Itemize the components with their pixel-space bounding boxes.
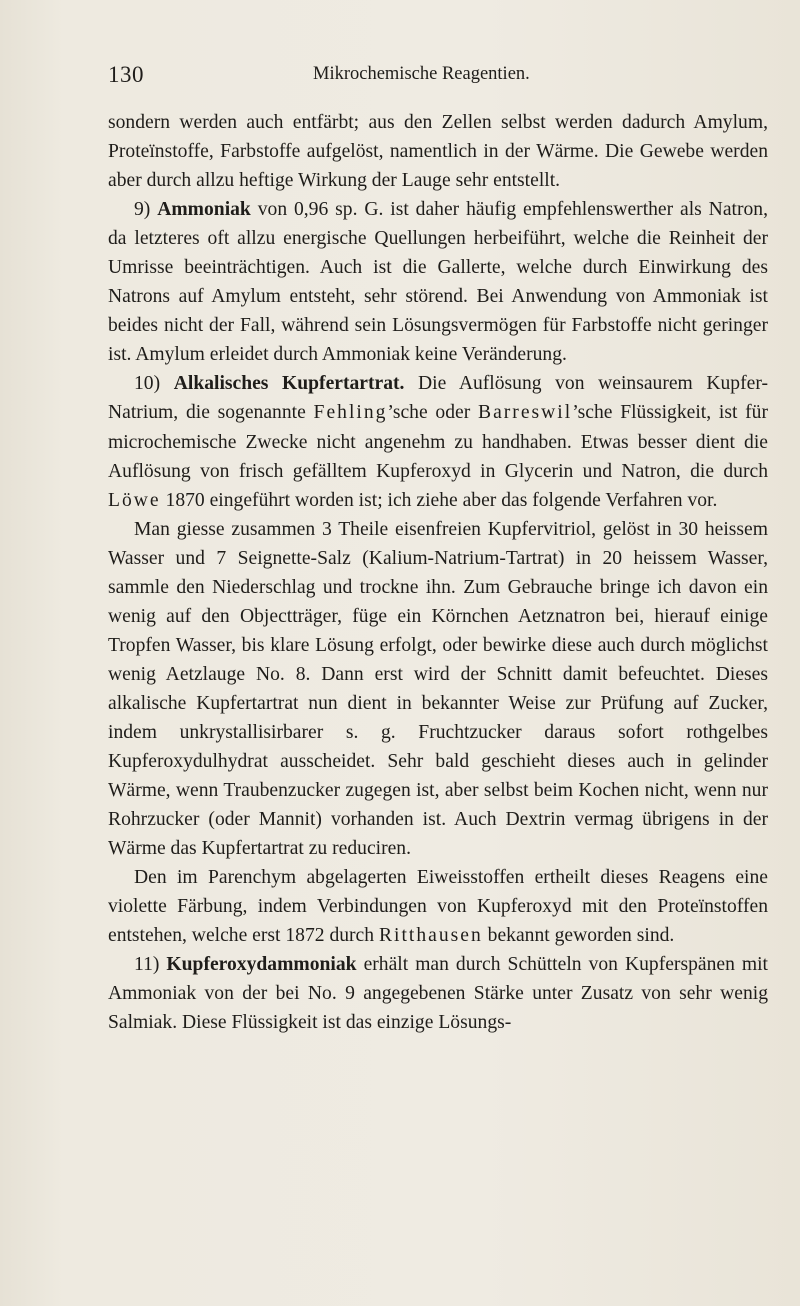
body-text	[108, 108, 768, 1038]
person-name: Ritthausen	[378, 925, 483, 947]
text-run: 1870 eingeführt worden ist; ich ziehe aber das folgende Verfahren vor.	[160, 489, 718, 511]
paragraph	[108, 369, 768, 514]
paragraph	[108, 863, 768, 950]
text-run: 9)	[134, 199, 158, 221]
text-run: Die Auflösung von weinsaurem Kupfer-Natrium, die sogenannte	[108, 373, 768, 424]
paragraph	[108, 108, 768, 195]
text-run: ’sche Flüssigkeit, ist für microchemische Zwecke nicht angenehm zu handhaben. Etwas besser dient die Auflösung von frisch gefälltem Kupferoxyd in Glycerin und Natron, die durch	[108, 402, 768, 482]
text-run: erhält man durch Schütteln von Kupferspänen mit Ammoniak von der bei No. 9 angegebenen Stärke unter Zusatz von sehr wenig Salmiak. Diese Flüssigkeit ist das einzige Lösungs-	[108, 954, 768, 1034]
paragraph	[108, 515, 768, 864]
text-run: ’sche oder	[387, 402, 479, 424]
item-heading: Kupferoxydammoniak	[166, 954, 357, 976]
page-number: 130	[108, 62, 144, 87]
item-heading: Alkalisches Kupfertartrat.	[173, 373, 405, 395]
person-name: Löwe	[108, 489, 161, 511]
person-name: Fehling	[313, 402, 388, 424]
text-run: Den im Parenchym abgelagerten Eiweisstoffen ertheilt dieses Reagens eine violette Färbung, indem Verbindungen von Kupferoxyd mit den Proteïnstoffen entstehen, welche erst 1872 durch	[108, 867, 768, 947]
person-name: Barreswil	[478, 402, 573, 424]
text-run: 11)	[134, 954, 167, 976]
paragraph	[108, 950, 768, 1037]
paragraph	[108, 195, 768, 369]
text-run: 10)	[134, 373, 174, 395]
text-run: von 0,96 sp. G. ist daher häufig empfehlenswerther als Natron, da letzteres oft allzu energische Quellungen herbeiführt, welche die Reinheit der Umrisse beeinträchtigen. Auch ist die Gallerte, welche durch Einwirkung des Natrons auf Amylum entsteht, sehr störend. Bei Anwendung von Ammoniak ist beides nicht der Fall, während sein Lösungsvermögen für Farbstoffe nicht geringer ist. Amylum erleidet durch Ammoniak keine Veränderung.	[108, 199, 768, 366]
text-run: bekannt geworden sind.	[482, 925, 675, 947]
running-head	[108, 62, 768, 90]
text-run: Man giesse zusammen 3 Theile eisenfreien Kupfervitriol, gelöst in 30 heissem Wasser und 7 Seignette-Salz (Kalium-Natrium-Tartrat) in 20 heissem Wasser, sammle den Niederschlag und trockne ihn. Zum Gebrauche bringe ich davon ein wenig auf den Objectträger, füge ein Körnchen Aetznatron bei, hierauf einige Tropfen Wasser, bis klare Lösung erfolgt, oder bewirke diese auch durch möglichst wenig Aetzlauge No. 8. Dann erst wird der Schnitt damit befeuchtet. Dieses alkalische Kupfertartrat nun dient in bekannter Weise zur Prüfung auf Zucker, indem unkrystallisirbarer s. g. Fruchtzucker daraus sofort rothgelbes Kupferoxydulhydrat ausscheidet. Sehr bald geschieht dieses auch in gelinder Wärme, wenn Traubenzucker zugegen ist, aber selbst beim Kochen nicht, wenn nur Rohrzucker (oder Mannit) vorhanden ist. Auch Dextrin vermag übrigens in der Wärme das Kupfertartrat zu reduciren.	[108, 518, 768, 860]
text-run: sondern werden auch entfärbt; aus den Zellen selbst werden dadurch Amylum, Proteïnstoffe, Farbstoffe aufgelöst, namentlich in der Wärme. Die Gewebe werden aber durch allzu heftige Wirkung der Lauge sehr entstellt.	[108, 112, 768, 192]
running-head-title: Mikrochemische Reagentien.	[313, 64, 530, 84]
item-heading: Ammoniak	[157, 199, 251, 221]
